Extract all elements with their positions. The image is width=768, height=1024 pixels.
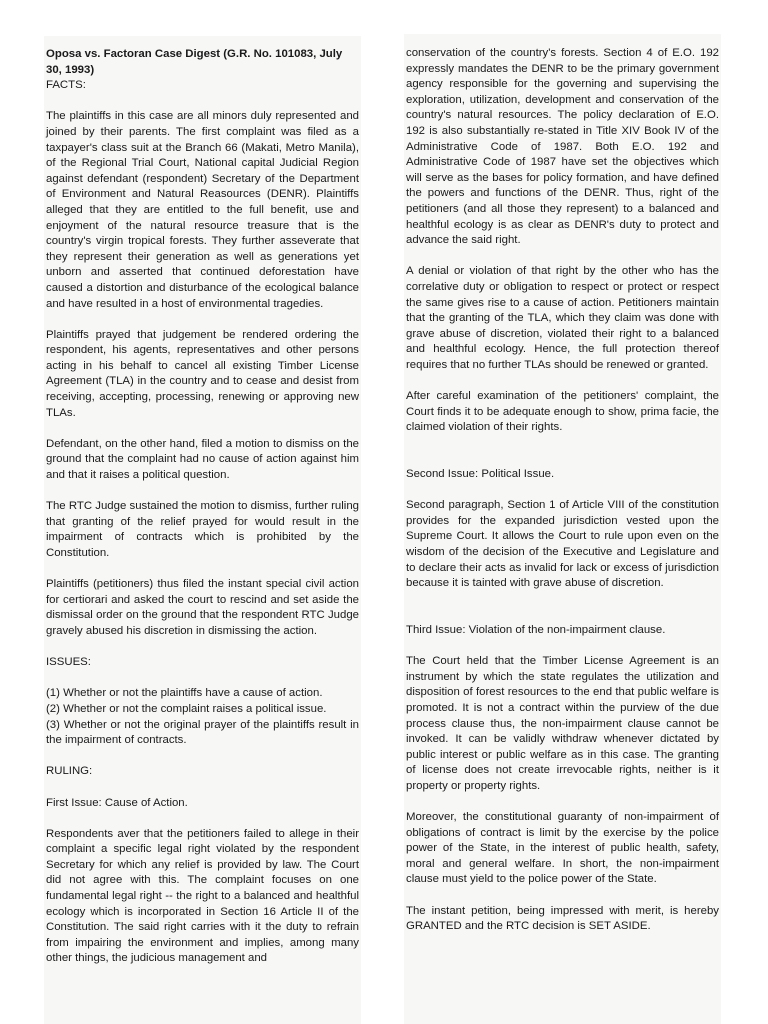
issue-item-1: (1) Whether or not the plaintiffs have a cause of action. — [46, 687, 323, 700]
facts-paragraph-3: Defendant, on the other hand, filed a motion to dismiss on the ground that the complaint had no cause of action against him and that it raises a political question. — [46, 437, 359, 482]
final-ruling-text-middle: and the RTC decision is — [461, 920, 589, 933]
third-issue-heading: Third Issue: Violation of the non-impairment clause. — [406, 623, 666, 636]
first-issue-paragraph: Respondents aver that the petitioners failed to allege in their complaint a specific legal right violated by the respondent Secretary for which any relief is provided by law. The Court did not agree with this. The complaint focuses on one fundamental legal right -- the right to a balanced and healthful ecology which is incorporated in Section 16 Article II of the Constitution. The said right carries with it the duty to refrain from impairing the environment and implies, among many other things, the judicious management and — [46, 827, 359, 965]
third-issue-paragraph-1: The Court held that the Timber License Agreement is an instrument by which the state regulates the utilization and disposition of forest resources to the end that public welfare is promoted. It is not a contract within the purview of the due process clause thus, the non-impairment clause cannot be invoked. It can be validly withdraw whenever dictated by public interest or public welfare as in this case. The granting of license does not create irrevocable rights, neither is it property or property rights. — [406, 655, 719, 792]
continued-paragraph-2: A denial or violation of that right by the other who has the correlative duty or obligation to respect or protect or respect the same gives rise to a cause of action. Petitioners maintain that the granting of the TLA, which they claim was done with grave abuse of discretion, violated their right to a balanced and healthful ecology. Hence, the full protection thereof requires that no further TLAs should be renewed or granted. — [406, 265, 719, 371]
continued-paragraph-3: After careful examination of the petitioners' complaint, the Court finds it to be adequate enough to show, prima facie, the claimed violation of their rights. — [406, 390, 719, 434]
set-aside-words: SET ASIDE — [588, 920, 648, 933]
spacer — [406, 607, 719, 623]
spacer — [406, 451, 719, 467]
left-column — [44, 36, 361, 1024]
facts-paragraph-4: The RTC Judge sustained the motion to dismiss, further ruling that granting of the relief prayed for would result in the impairment of contracts which is prohibited by the Constitution. — [46, 500, 359, 559]
facts-paragraph-2: Plaintiffs prayed that judgement be rendered ordering the respondent, his agents, representatives and other persons acting in his behalf to cancel all existing Timber License Agreement (TLA) in the country and to cease and desist from receiving, accepting, processing, renewing or approving new TLAs. — [46, 328, 359, 419]
facts-paragraph-5: Plaintiffs (petitioners) thus filed the instant special civil action for certiorari and asked the court to rescind and set aside the dismissal order on the ground that the respondent RTC Judge gravely abused his discretion in dismissing the action. — [46, 578, 359, 637]
right-column — [404, 34, 721, 1024]
facts-paragraph-1: The plaintiffs in this case are all minors duly represented and joined by their parents. The first complaint was filed as a taxpayer's class suit at the Branch 66 (Makati, Metro Manila), of the Regional Trial Court, National capital Judicial Region against defendant (respondent) Secretary of the Department of Environment and Natural Reasources (DENR). Plaintiffs alleged that they are entitled to the full benefit, use and enjoyment of the natural resource treasure that is the country's virgin tropical forests. They further asseverate that they represent their generation as well as generations yet unborn and asserted that continued deforestation have caused a distortion and disturbance of the ecological balance and have resulted in a host of environmental tragedies. — [46, 110, 359, 310]
case-title: Oposa vs. Factoran Case Digest (G.R. No. 101083, July 30, 1993) — [46, 48, 343, 76]
issues-heading: ISSUES: — [46, 656, 91, 669]
ruling-heading: RULING: — [46, 765, 93, 778]
granted-word: GRANTED — [406, 920, 462, 933]
final-ruling-text-end: . — [647, 920, 651, 933]
facts-heading: FACTS: — [46, 79, 86, 92]
continued-paragraph-1: conservation of the country's forests. Section 4 of E.O. 192 expressly mandates the DENR to be the primary government agency responsible for the governing and supervising the exploration, utilization, development and conservation of the country's natural resources. The policy declaration of E.O. 192 is also substantially re-stated in Title XIV Book IV of the Administrative Code of 1987. Both E.O. 192 and Administrative Code of 1987 have set the objectives which will serve as the bases for policy formation, and have defined the powers and functions of the DENR. Thus, right of the petitioners (and all those they represent) to a balanced and healthful ecology is as clear as DENR's duty to protect and advance the said right. — [406, 47, 719, 247]
third-issue-paragraph-2: Moreover, the constitutional guaranty of non-impairment of obligations of contract is limit by the exercise by the police power of the State, in the interest of public health, safety, moral and general welfare. In short, the non-impairment clause must yield to the police power of the State. — [406, 811, 719, 886]
second-issue-paragraph: Second paragraph, Section 1 of Article VIII of the constitution provides for the expanded jurisdiction vested upon the Supreme Court. It allows the Court to rule upon even on the wisdom of the decision of the Executive and Legislature and to declare their acts as invalid for lack or excess of jurisdiction because it is tainted with grave abuse of discretion. — [406, 499, 719, 590]
first-issue-heading: First Issue: Cause of Action. — [46, 796, 188, 809]
second-issue-heading: Second Issue: Political Issue. — [406, 468, 555, 481]
issue-item-3: (3) Whether or not the original prayer of the plaintiffs result in the impairment of contracts. — [46, 718, 359, 747]
final-ruling-paragraph — [406, 904, 719, 935]
final-ruling-text-start: The instant petition, being impressed with merit, is hereby — [406, 904, 719, 917]
issue-item-2: (2) Whether or not the complaint raises a political issue. — [46, 702, 327, 715]
